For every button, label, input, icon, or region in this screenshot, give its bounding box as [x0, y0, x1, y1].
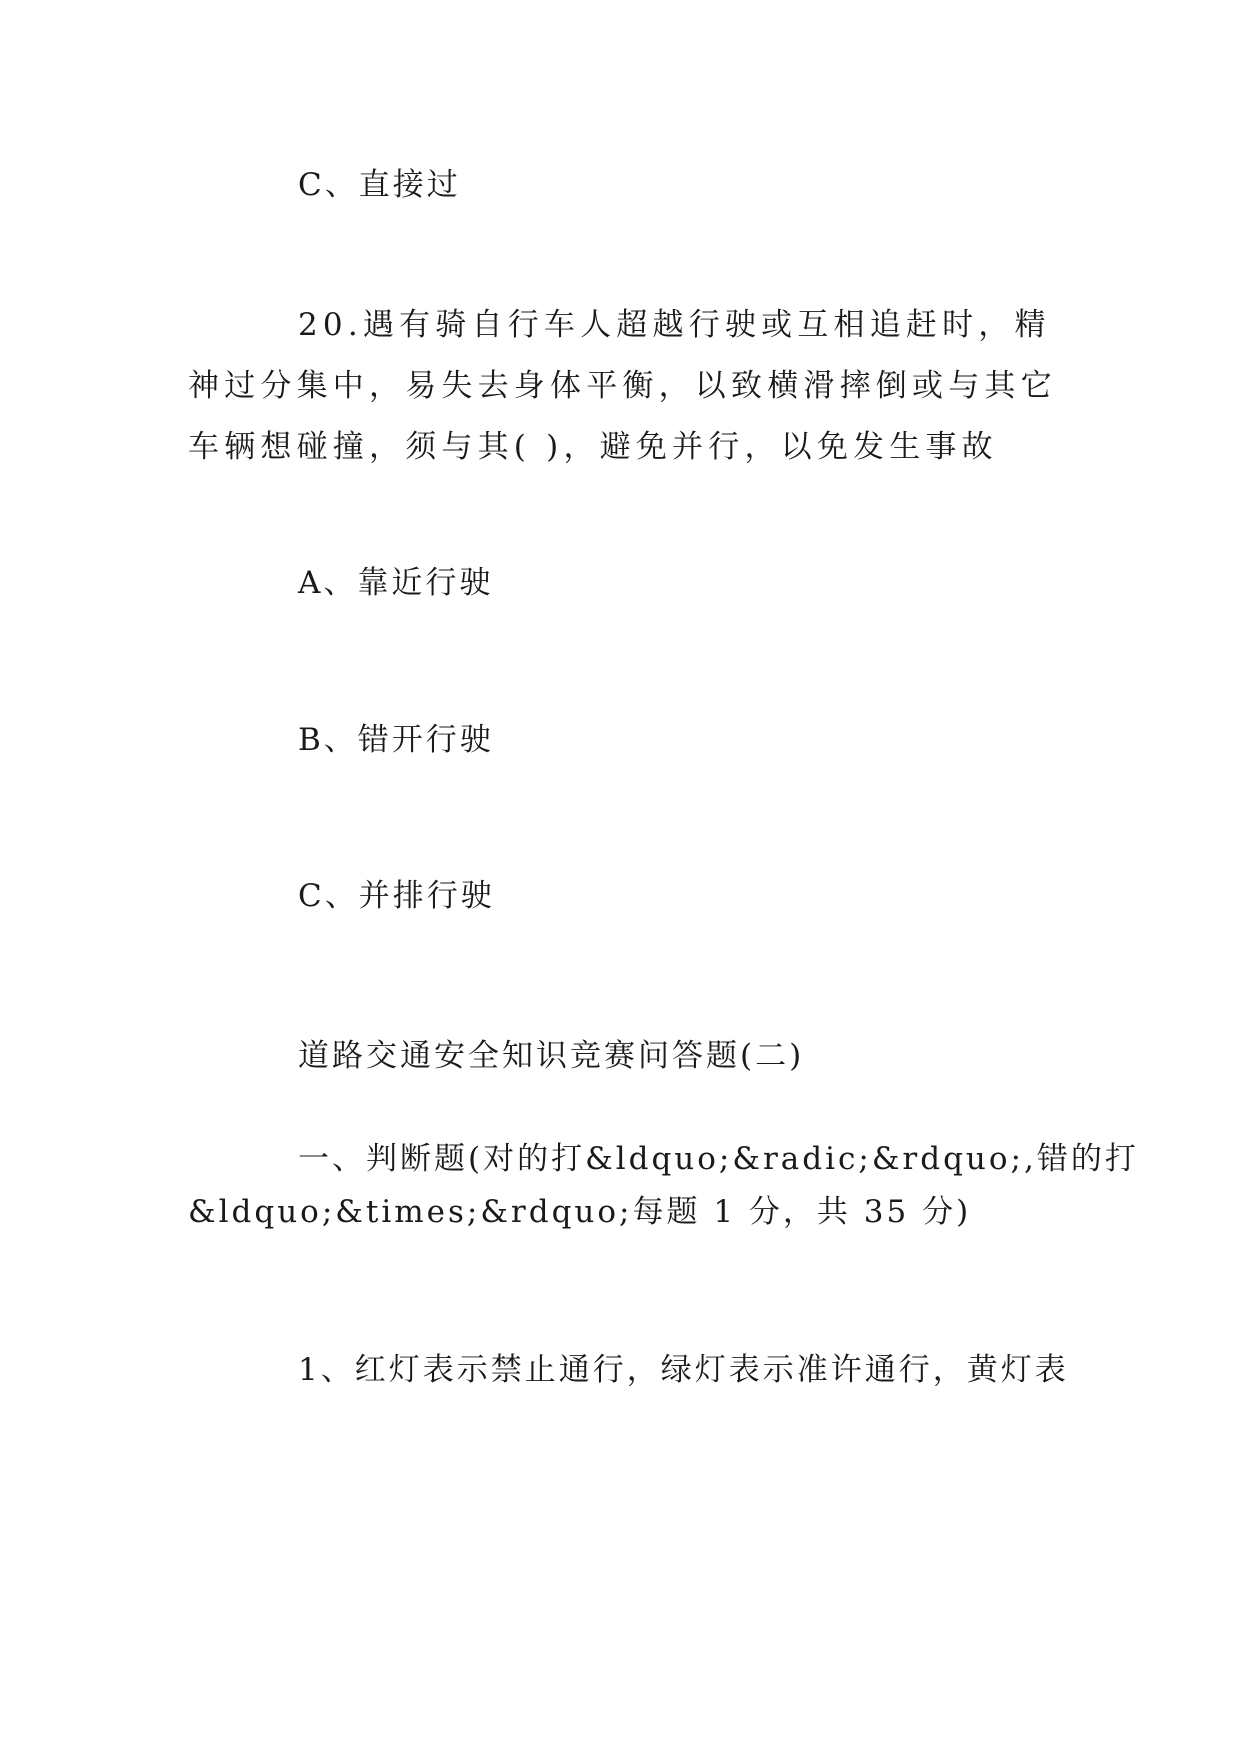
option-c-prev: C、直接过 [298, 167, 461, 203]
question-20-option-c: C、并排行驶 [298, 878, 495, 914]
part-heading-line-1: 一、判断题(对的打&ldquo;&radic;&rdquo;,错的打 [298, 1141, 1139, 1177]
question-20-option-a: A、靠近行驶 [298, 565, 494, 601]
part-heading-line-2: &ldquo;&times;&rdquo;每题 1 分，共 35 分) [188, 1194, 972, 1230]
question-20: 20.遇有骑自行车人超越行驶或互相追赶时，精神过分集中，易失去身体平衡，以致横滑摔倒或与其它车辆想碰撞，须与其( )，避免并行，以免发生事故 [188, 307, 1057, 465]
section-title: 道路交通安全知识竞赛问答题(二) [298, 1038, 805, 1074]
question-20-option-b: B、错开行驶 [298, 722, 494, 758]
question-1-partial: 1、红灯表示禁止通行，绿灯表示准许通行，黄灯表 [298, 1352, 1069, 1388]
